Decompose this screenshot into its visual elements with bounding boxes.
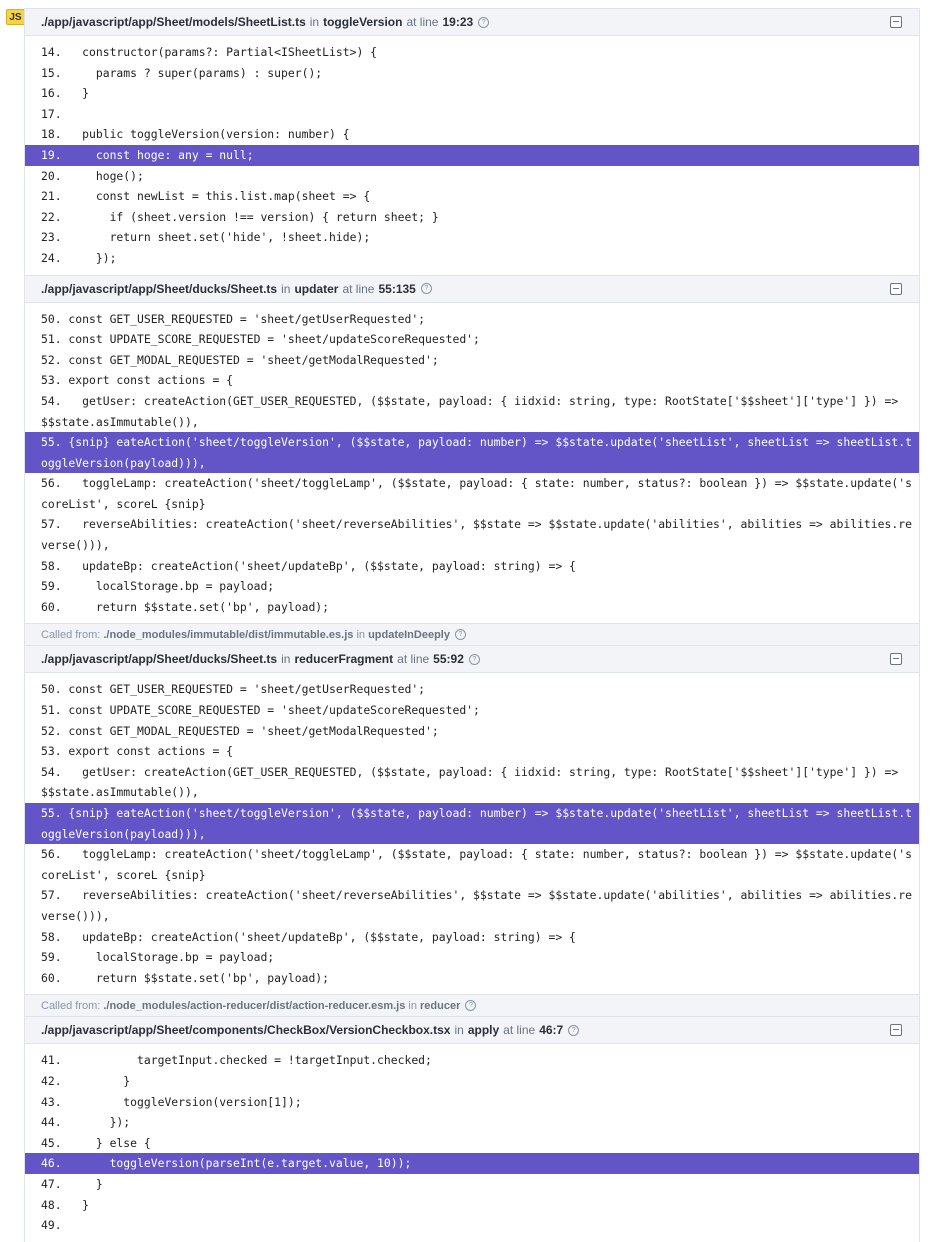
frame-line-position: 19:23 bbox=[442, 15, 474, 29]
code-line: 15. params ? super(params) : super(); bbox=[41, 65, 323, 80]
frame-header[interactable] bbox=[25, 275, 919, 303]
code-line: 58. updateBp: createAction('sheet/updateBp', ($$state, payload: string) => { bbox=[41, 929, 576, 944]
code-line: 20. hoge(); bbox=[41, 168, 144, 183]
code-line: 59. localStorage.bp = payload; bbox=[41, 579, 275, 594]
frame-at-label: at line bbox=[342, 281, 375, 296]
code-line: 56. toggleLamp: createAction('sheet/toggleLamp', ($$state, payload: { state: number, status?: boolean }) => $$state.update('scoreList', scoreL {snip} bbox=[41, 476, 912, 511]
highlighted-code-line: 55. {snip} eateAction('sheet/toggleVersion', ($$state, payload: number) => $$state.update('sheetList', sheetList => sheetList.toggleVersion(payload))), bbox=[25, 803, 919, 844]
frame-line-position: 46:7 bbox=[539, 1023, 564, 1038]
called-from-function: reducer bbox=[420, 999, 461, 1012]
code-line: 60. return $$state.set('bp', payload); bbox=[41, 970, 330, 985]
collapse-frame-button[interactable] bbox=[890, 1024, 902, 1036]
highlighted-code-line: 46. toggleVersion(parseInt(e.target.value, 10)); bbox=[25, 1153, 919, 1174]
frame-function-name: updater bbox=[294, 281, 339, 296]
code-line: 57. reverseAbilities: createAction('sheet/reverseAbilities', $$state => $$state.update('abilities', abilities => abilities.reverse())), bbox=[41, 888, 912, 923]
frame-at-label: at line bbox=[397, 652, 430, 667]
code-line: 58. updateBp: createAction('sheet/updateBp', ($$state, payload: string) => { bbox=[41, 558, 576, 573]
code-line: 52. const GET_MODAL_REQUESTED = 'sheet/getModalRequested'; bbox=[41, 352, 439, 367]
called-from-label: Called from: bbox=[41, 628, 101, 641]
help-circle-icon[interactable]: ? bbox=[465, 1000, 476, 1011]
code-line: 43. toggleVersion(version[1]); bbox=[41, 1094, 302, 1109]
frame-code-block bbox=[25, 36, 919, 275]
code-line: 24. }); bbox=[41, 250, 117, 265]
code-line: 17. bbox=[41, 106, 62, 121]
code-line: 57. reverseAbilities: createAction('sheet/reverseAbilities', $$state => $$state.update('abilities', abilities => abilities.reverse())), bbox=[41, 517, 912, 553]
frame-in-label: in bbox=[281, 281, 291, 296]
code-line: 53. export const actions = { bbox=[41, 744, 234, 759]
stack-frame bbox=[25, 645, 919, 994]
frame-code-block bbox=[25, 1044, 919, 1241]
stack-frame bbox=[25, 275, 919, 624]
code-line: 14. constructor(params?: Partial<ISheetList>) { bbox=[41, 45, 378, 59]
code-line: 45. } else { bbox=[41, 1135, 151, 1150]
highlighted-code-line: 55. {snip} eateAction('sheet/toggleVersion', ($$state, payload: number) => $$state.update('sheetList', sheetList => sheetList.toggleVersion(payload))), bbox=[25, 432, 919, 473]
code-line: 60. return $$state.set('bp', payload); bbox=[41, 599, 330, 614]
frame-file-path[interactable]: ./app/javascript/app/Sheet/ducks/Sheet.ts bbox=[41, 281, 278, 296]
frame-function-name: apply bbox=[467, 1023, 500, 1038]
frame-function-name: reducerFragment bbox=[294, 652, 394, 667]
highlighted-code-line: 19. const hoge: any = null; bbox=[25, 145, 919, 166]
code-line: 59. localStorage.bp = payload; bbox=[41, 950, 275, 965]
frame-in-label: in bbox=[454, 1023, 464, 1038]
called-from-row bbox=[25, 994, 919, 1016]
code-line: 50. const GET_USER_REQUESTED = 'sheet/getUserRequested'; bbox=[41, 682, 426, 697]
code-line: 50. const GET_USER_REQUESTED = 'sheet/getUserRequested'; bbox=[41, 311, 426, 326]
help-circle-icon[interactable]: ? bbox=[455, 629, 466, 640]
js-language-badge: JS bbox=[6, 9, 25, 25]
called-from-function: updateInDeeply bbox=[368, 628, 450, 641]
code-line: 21. const newList = this.list.map(sheet => { bbox=[41, 189, 371, 204]
help-circle-icon[interactable]: ? bbox=[478, 17, 489, 28]
code-line: 51. const UPDATE_SCORE_REQUESTED = 'sheet/updateScoreRequested'; bbox=[41, 332, 480, 347]
frame-in-label: in bbox=[281, 652, 291, 667]
code-line: 47. } bbox=[41, 1176, 103, 1191]
collapse-frame-button[interactable] bbox=[890, 283, 902, 295]
code-line: 16. } bbox=[41, 86, 90, 101]
frame-code-block bbox=[25, 303, 919, 624]
called-from-label: Called from: bbox=[41, 999, 101, 1012]
code-line: 53. export const actions = { bbox=[41, 373, 234, 388]
help-circle-icon[interactable]: ? bbox=[469, 654, 480, 665]
frame-line-position: 55:92 bbox=[433, 652, 464, 667]
collapse-frame-button[interactable] bbox=[890, 653, 902, 665]
frame-function-name: toggleVersion bbox=[323, 15, 403, 29]
frame-header[interactable] bbox=[25, 645, 919, 673]
help-circle-icon[interactable]: ? bbox=[568, 1025, 579, 1036]
code-line: 48. } bbox=[41, 1197, 90, 1212]
frame-header[interactable] bbox=[25, 1016, 919, 1044]
code-line: 41. targetInput.checked = !targetInput.checked; bbox=[41, 1053, 432, 1068]
frame-file-path[interactable]: ./app/javascript/app/Sheet/components/CheckBox/VersionCheckbox.tsx bbox=[41, 1023, 451, 1038]
called-from-row bbox=[25, 623, 919, 645]
code-line: 51. const UPDATE_SCORE_REQUESTED = 'sheet/updateScoreRequested'; bbox=[41, 703, 480, 718]
frame-file-path[interactable]: ./app/javascript/app/Sheet/ducks/Sheet.ts bbox=[41, 652, 278, 667]
code-line: 42. } bbox=[41, 1073, 131, 1088]
frame-at-label: at line bbox=[503, 1023, 536, 1038]
code-line: 23. return sheet.set('hide', !sheet.hide); bbox=[41, 230, 371, 245]
frame-header[interactable] bbox=[25, 8, 919, 36]
code-line: 22. if (sheet.version !== version) { return sheet; } bbox=[41, 209, 439, 224]
called-from-path[interactable]: ./node_modules/action-reducer/dist/action-reducer.esm.js bbox=[103, 999, 406, 1012]
called-from-in-label: in bbox=[356, 628, 365, 641]
frame-line-position: 55:135 bbox=[378, 281, 416, 296]
code-line: 56. toggleLamp: createAction('sheet/toggleLamp', ($$state, payload: { state: number, status?: boolean }) => $$state.update('scoreList', scoreL {snip} bbox=[41, 847, 912, 882]
called-from-path[interactable]: ./node_modules/immutable/dist/immutable.es.js bbox=[103, 628, 354, 641]
frame-in-label: in bbox=[309, 15, 320, 29]
stack-trace bbox=[24, 8, 920, 1242]
help-circle-icon[interactable]: ? bbox=[421, 283, 432, 294]
frame-file-path[interactable]: ./app/javascript/app/Sheet/models/SheetList.ts bbox=[41, 15, 306, 29]
code-line: 54. getUser: createAction(GET_USER_REQUESTED, ($$state, payload: { iidxid: string, type: RootState['$$sheet']['type'] }) => $$state.asImmutable()), bbox=[41, 764, 906, 800]
frame-code-block bbox=[25, 673, 919, 994]
code-line: 49. bbox=[41, 1218, 62, 1233]
stack-frame bbox=[25, 1016, 919, 1241]
code-line: 44. }); bbox=[41, 1115, 131, 1130]
code-line: 18. public toggleVersion(version: number) { bbox=[41, 127, 350, 142]
collapse-frame-button[interactable] bbox=[890, 16, 902, 28]
stack-frame bbox=[25, 8, 919, 275]
frame-at-label: at line bbox=[406, 15, 439, 29]
called-from-in-label: in bbox=[408, 999, 417, 1012]
code-line: 52. const GET_MODAL_REQUESTED = 'sheet/getModalRequested'; bbox=[41, 723, 439, 738]
code-line: 54. getUser: createAction(GET_USER_REQUESTED, ($$state, payload: { iidxid: string, type: RootState['$$sheet']['type'] }) => $$state.asImmutable()), bbox=[41, 393, 906, 429]
